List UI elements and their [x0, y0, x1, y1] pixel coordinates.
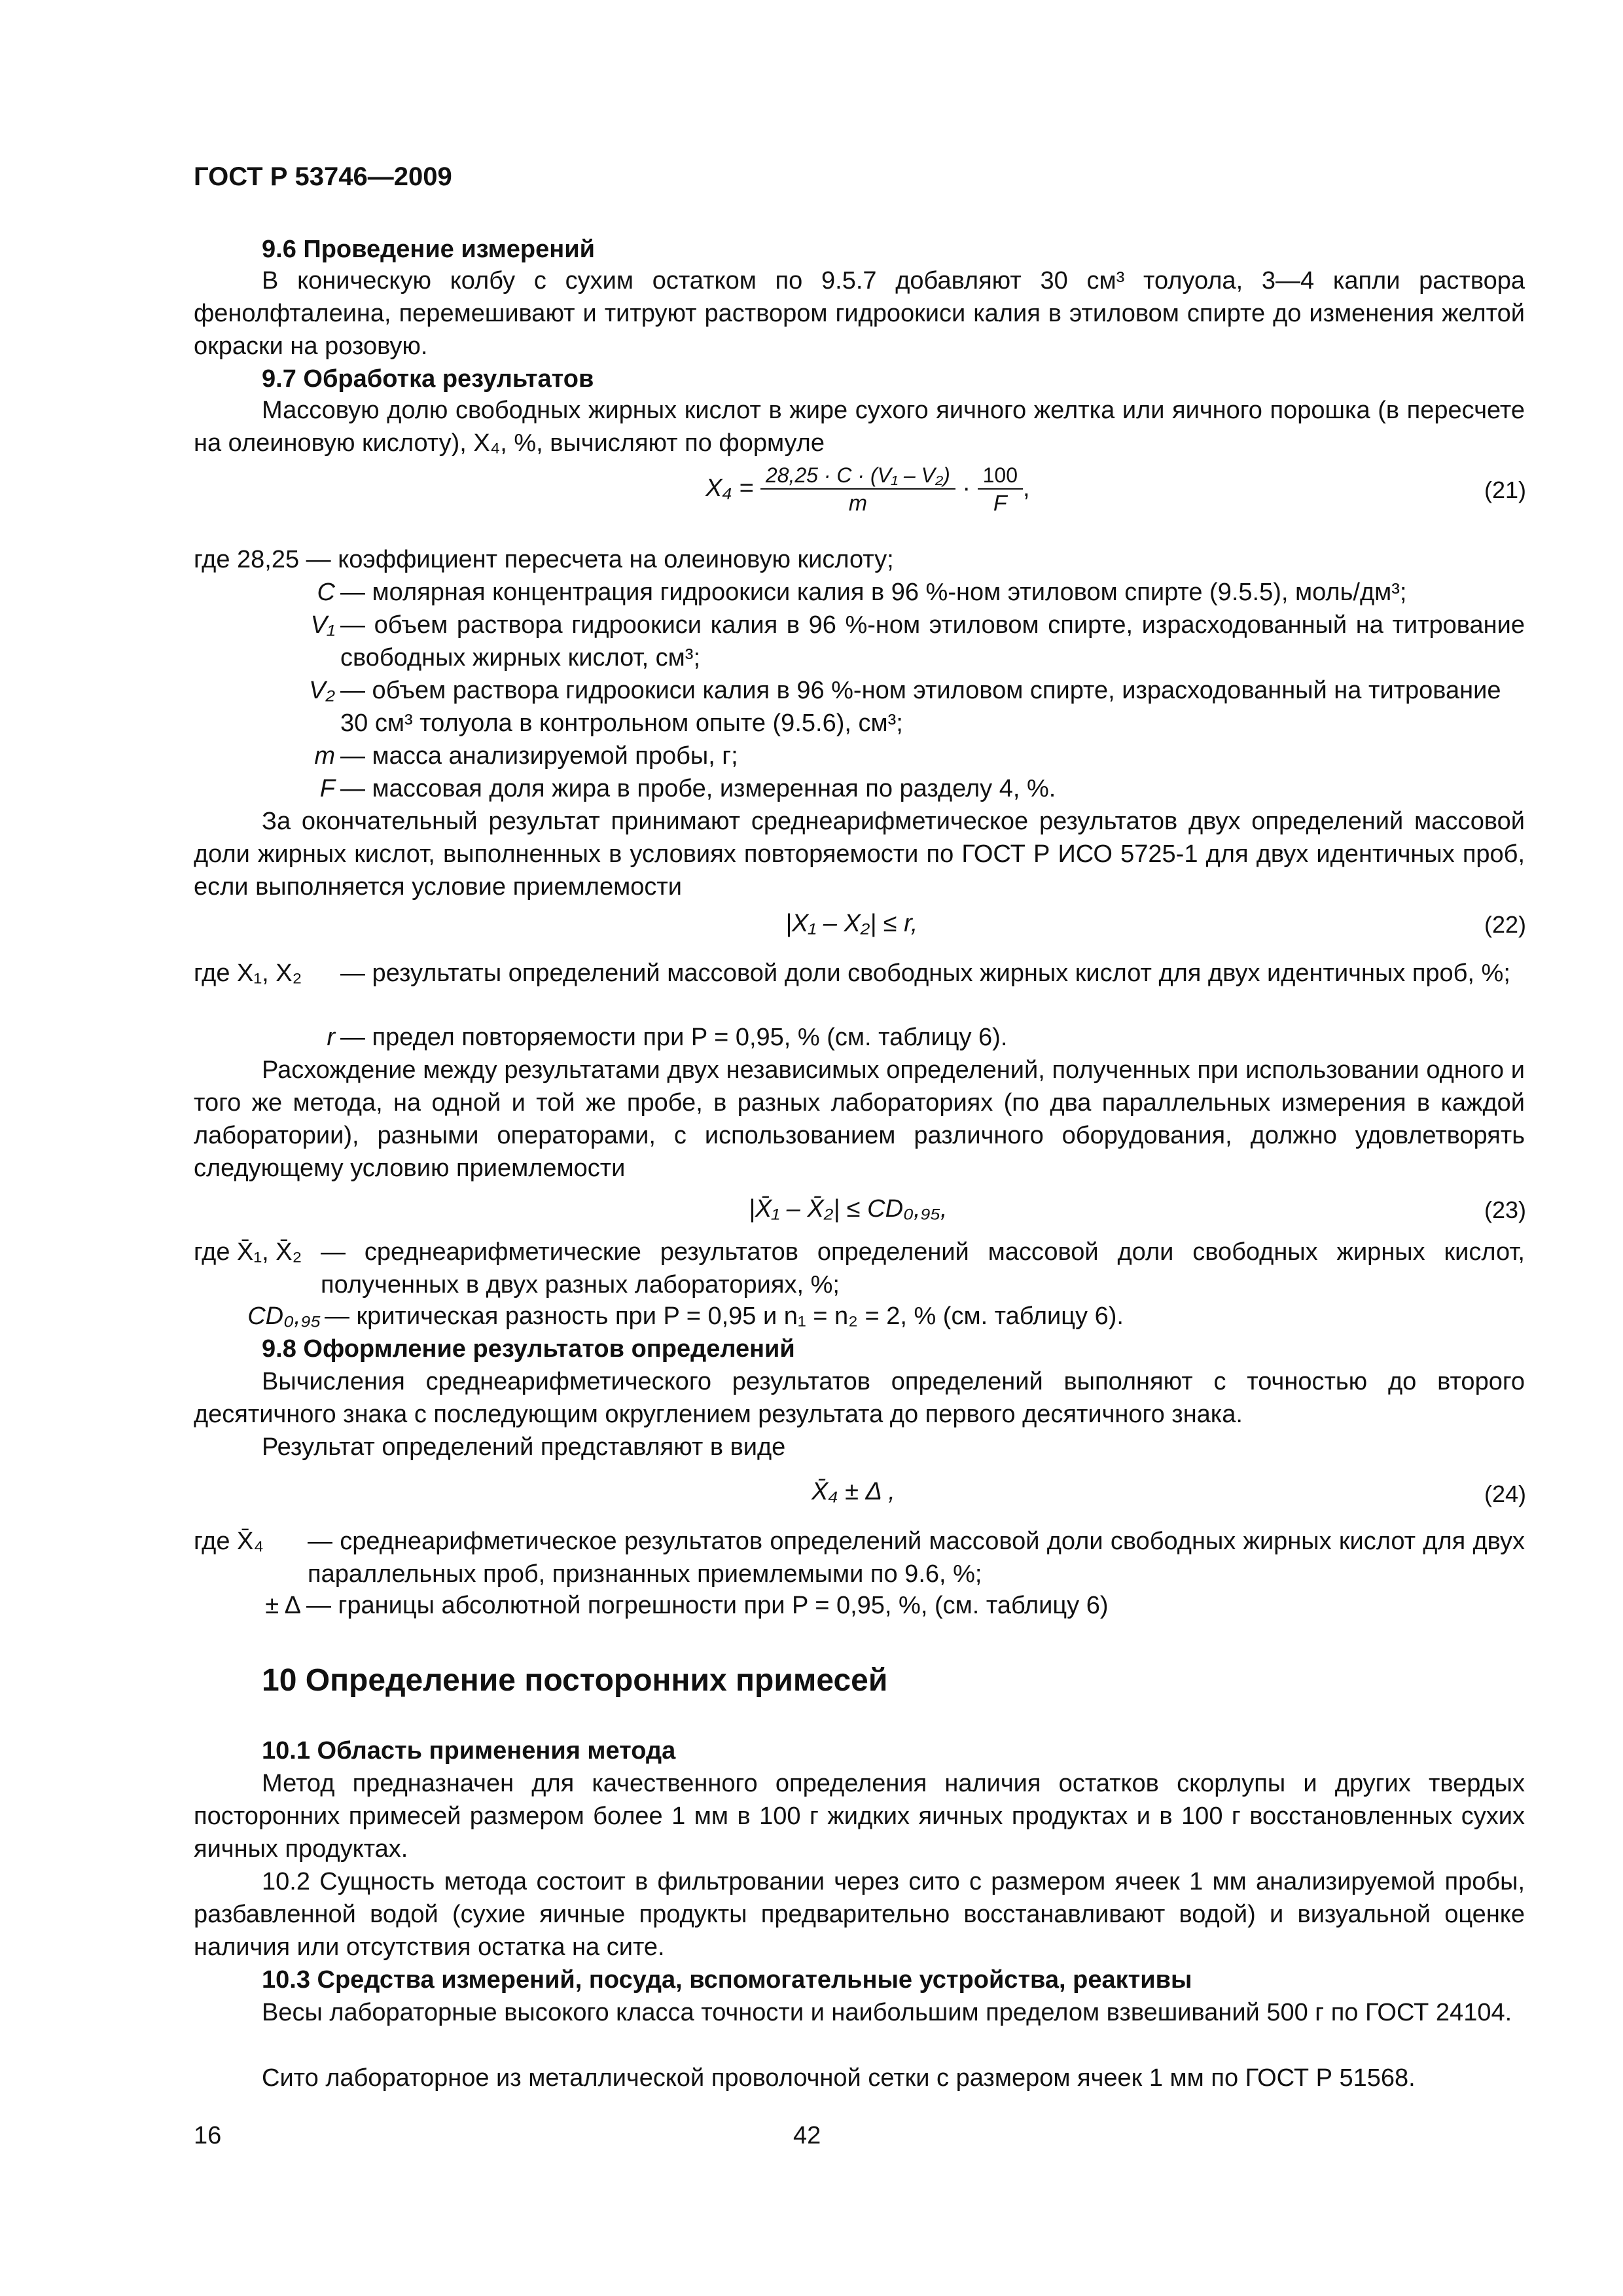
formula-23-number: (23) [1484, 1196, 1526, 1223]
section-9-6-paragraph: В коническую колбу с сухим остатком по 9.5.7 добавляют 30 см³ толуола, 3—4 капли раствора фенолфталеина, перемешивают и титруют раствором гидроокиси калия в этиловом спирте до изменения желтой окраски на розовую. [194, 267, 1525, 360]
section-9-8-paragraph-1: Вычисления среднеарифметического результатов определений выполняют с точностью до второго десятичного знака с последующим округлением результата до первого десятичного знака. [194, 1368, 1525, 1428]
page-number-left: 16 [194, 2122, 222, 2149]
def-c-symbol: C [317, 579, 335, 606]
where-22-r-text: — предел повторяемости при P = 0,95, % (см. таблицу 6). [340, 1024, 1008, 1051]
section-10-1-title: 10.1 Область применения метода [262, 1737, 676, 1765]
formula-21-fraction-1: $\frac{\text{28,25 · C · (V₁ – V₂)}}{m}$ [760, 462, 955, 517]
where-24-delta-text: — границы абсолютной погрешности при P = 0,95, %, (см. таблицу 6) [306, 1592, 1109, 1619]
formula-22: |X₁ – X₂| ≤ r, [785, 910, 918, 937]
where-24-text: — среднеарифметическое результатов определений массовой доли свободных жирных кислот для двух параллельных проб, признанных приемлемыми по 9.6, %; [308, 1528, 1525, 1588]
section-10-3-paragraph-2: Сито лабораторное из металлической проволочной сетки с размером ячеек 1 мм по ГОСТ Р 51568. [262, 2064, 1416, 2092]
section-9-8-paragraph-2: Результат определений представляют в виде [262, 1433, 786, 1461]
formula-24-number: (24) [1484, 1480, 1526, 1507]
where-22-text: — результаты определений массовой доли свободных жирных кислот для двух идентичных проб, %; [340, 960, 1510, 987]
section-10-3-paragraph-1: Весы лабораторные высокого класса точности и наибольшим пределом взвешиваний 500 г по ГОСТ 24104. [262, 1999, 1512, 2026]
formula-24: X̄₄ ± Δ , [812, 1478, 895, 1505]
formula-23: |X̄₁ – X̄₂| ≤ CD₀,₉₅, [749, 1195, 948, 1223]
section-9-7-intro: Массовую долю свободных жирных кислот в жире сухого яичного желтка или яичного порошка (в пересчете на олеиновую кислоту), X₄, %, вычисляют по формуле [194, 397, 1525, 457]
formula-22-number: (22) [1484, 911, 1526, 938]
def-v1-text: — объем раствора гидроокиси калия в 96 %-ном этиловом спирте, израсходованный на титрование свободных жирных кислот, см³; [340, 611, 1525, 672]
where-23-cd-text: — критическая разность при P = 0,95 и n₁ = n₂ = 2, % (см. таблицу 6). [325, 1302, 1124, 1330]
def-m-text: — масса анализируемой пробы, г; [340, 742, 738, 770]
formula-21-fraction-2: $\frac{100}{F}$ [978, 462, 1023, 517]
section-9-6-title: 9.6 Проведение измерений [262, 236, 595, 263]
where-23-symbols: где X̄₁, X̄₂ [194, 1238, 302, 1266]
where-24-delta-symbol: ± Δ [265, 1592, 301, 1619]
reproducibility-paragraph: Расхождение между результатами двух независимых определений, полученных при использовании одного и того же метода, на одной и той же пробе, в разных лабораториях (по два параллельных измерения в каждой лаборатории), разными операторами, с использованием различного оборудования, должно удовлетворять следующему условию приемлемости [194, 1056, 1525, 1182]
page-number-center: 42 [793, 2122, 821, 2149]
formula-21-number: (21) [1484, 476, 1526, 503]
document-header: ГОСТ Р 53746—2009 [194, 162, 452, 191]
def-f-symbol: F [319, 775, 335, 802]
def-m-symbol: m [314, 742, 335, 770]
formula-21-lhs: X₄ = [705, 475, 754, 503]
section-10-title: 10 Определение посторонних примесей [262, 1663, 888, 1698]
def-f-text: — массовая доля жира в пробе, измеренная по разделу 4, %. [340, 775, 1056, 802]
def-v1-symbol: V₁ [310, 611, 335, 639]
section-10-1-paragraph: Метод предназначен для качественного определения наличия остатков скорлупы и других твердых посторонних примесей размером более 1 мм в 100 г жидких яичных продуктах и в 100 г восстановленных сухих яичных продуктах. [194, 1770, 1525, 1863]
def-v2-text: — объем раствора гидроокиси калия в 96 %-ном этиловом спирте, израсходованный на титрование 30 см³ толуола в контрольном опыте (9.5.6), см³; [340, 677, 1501, 737]
where-intro-28-25: где 28,25 — коэффициент пересчета на олеиновую кислоту; [194, 546, 894, 573]
acceptance-paragraph: За окончательный результат принимают среднеарифметическое результатов двух определений массовой доли жирных кислот, выполненных в условиях повторяемости по ГОСТ Р ИСО 5725-1 для двух идентичных проб, если выполняется условие приемлемости [194, 808, 1525, 901]
def-v2-symbol: V₂ [309, 677, 335, 704]
section-10-3-title: 10.3 Средства измерений, посуда, вспомогательные устройства, реактивы [262, 1966, 1192, 1994]
where-23-cd-symbol: CD₀,₉₅ [247, 1302, 321, 1330]
formula-21: X₄ = $\frac{\text{28,25 · C · (V₁ – V₂)}}{m}$ · $\frac{100}{F}$ , [705, 463, 1030, 516]
where-23-text: — среднеарифметические результатов определений массовой доли свободных жирных кислот, полученных в двух разных лабораториях, %; [321, 1238, 1525, 1299]
def-c-text: — молярная концентрация гидроокиси калия в 96 %-ном этиловом спирте (9.5.5), моль/дм³; [340, 579, 1407, 606]
where-24-symbol: где X̄₄ [194, 1528, 264, 1555]
section-10-2-paragraph: 10.2 Сущность метода состоит в фильтровании через сито с размером ячеек 1 мм анализируемой пробы, разбавленной водой (сухие яичные продукты предварительно восстанавливают водой) и визуальной оценке наличия или отсутствия остатка на сите. [194, 1868, 1525, 1961]
where-22-r-symbol: r [327, 1024, 335, 1051]
where-22-symbols: где X₁, X₂ [194, 960, 302, 987]
section-9-7-title: 9.7 Обработка результатов [262, 365, 594, 393]
section-9-8-title: 9.8 Оформление результатов определений [262, 1335, 795, 1363]
